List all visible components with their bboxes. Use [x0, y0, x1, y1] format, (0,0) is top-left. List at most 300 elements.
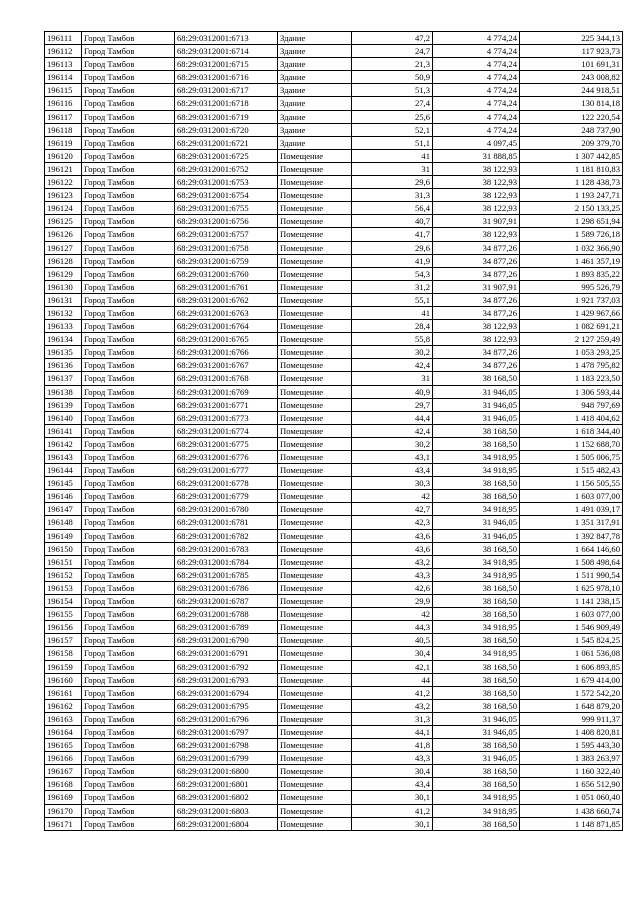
cadastral-value-cell: 1 618 344,40	[520, 424, 623, 437]
cadastral-number-cell: 68:29:0312001:6715	[175, 58, 278, 71]
area-cell: 54,3	[352, 267, 433, 280]
object-type-cell: Помещение	[278, 503, 352, 516]
specific-value-cell: 4 774,24	[433, 97, 520, 110]
area-cell: 52,1	[352, 123, 433, 136]
cadastral-number-cell: 68:29:0312001:6721	[175, 136, 278, 149]
area-cell: 41,7	[352, 228, 433, 241]
city-cell: Город Тамбов	[82, 32, 175, 45]
city-cell: Город Тамбов	[82, 202, 175, 215]
cadastral-value-cell: 1 351 317,91	[520, 516, 623, 529]
table-row	[45, 477, 623, 490]
table-row	[45, 45, 623, 58]
record-number-cell: 196134	[45, 333, 82, 346]
table-row	[45, 306, 623, 319]
city-cell: Город Тамбов	[82, 660, 175, 673]
cadastral-value-cell: 1 148 871,85	[520, 817, 623, 830]
object-type-cell: Помещение	[278, 673, 352, 686]
area-cell: 41,2	[352, 686, 433, 699]
area-cell: 42,1	[352, 660, 433, 673]
object-type-cell: Помещение	[278, 712, 352, 725]
area-cell: 41	[352, 306, 433, 319]
cadastral-number-cell: 68:29:0312001:6774	[175, 424, 278, 437]
city-cell: Город Тамбов	[82, 385, 175, 398]
table-row	[45, 437, 623, 450]
record-number-cell: 196123	[45, 189, 82, 202]
table-row	[45, 176, 623, 189]
cadastral-value-cell: 122 220,54	[520, 110, 623, 123]
object-type-cell: Здание	[278, 97, 352, 110]
record-number-cell: 196121	[45, 162, 82, 175]
cadastral-value-cell: 1 546 909,49	[520, 621, 623, 634]
city-cell: Город Тамбов	[82, 503, 175, 516]
area-cell: 44	[352, 673, 433, 686]
cadastral-value-cell: 1 181 810,83	[520, 162, 623, 175]
table-row	[45, 333, 623, 346]
city-cell: Город Тамбов	[82, 411, 175, 424]
object-type-cell: Помещение	[278, 451, 352, 464]
cadastral-value-cell: 1 505 006,75	[520, 451, 623, 464]
object-type-cell: Помещение	[278, 254, 352, 267]
object-type-cell: Помещение	[278, 306, 352, 319]
cadastral-number-cell: 68:29:0312001:6720	[175, 123, 278, 136]
city-cell: Город Тамбов	[82, 817, 175, 830]
cadastral-value-cell: 999 911,37	[520, 712, 623, 725]
specific-value-cell: 38 168,50	[433, 699, 520, 712]
object-type-cell: Помещение	[278, 725, 352, 738]
table-row	[45, 84, 623, 97]
record-number-cell: 196113	[45, 58, 82, 71]
table-row	[45, 712, 623, 725]
cadastral-value-cell: 1 515 482,43	[520, 464, 623, 477]
table-row	[45, 581, 623, 594]
city-cell: Город Тамбов	[82, 58, 175, 71]
cadastral-value-cell: 1 491 039,17	[520, 503, 623, 516]
cadastral-value-cell: 1 392 847,78	[520, 529, 623, 542]
cadastral-value-cell: 1 589 726,18	[520, 228, 623, 241]
table-row	[45, 765, 623, 778]
specific-value-cell: 34 918,95	[433, 647, 520, 660]
area-cell: 44,1	[352, 725, 433, 738]
object-type-cell: Здание	[278, 123, 352, 136]
cadastral-value-cell: 1 511 990,54	[520, 568, 623, 581]
object-type-cell: Помещение	[278, 739, 352, 752]
specific-value-cell: 31 946,05	[433, 725, 520, 738]
cadastral-number-cell: 68:29:0312001:6764	[175, 320, 278, 333]
city-cell: Город Тамбов	[82, 464, 175, 477]
table-row	[45, 97, 623, 110]
city-cell: Город Тамбов	[82, 162, 175, 175]
area-cell: 47,2	[352, 32, 433, 45]
area-cell: 43,6	[352, 529, 433, 542]
cadastral-number-cell: 68:29:0312001:6793	[175, 673, 278, 686]
specific-value-cell: 31 946,05	[433, 752, 520, 765]
record-number-cell: 196126	[45, 228, 82, 241]
cadastral-number-cell: 68:29:0312001:6760	[175, 267, 278, 280]
record-number-cell: 196117	[45, 110, 82, 123]
record-number-cell: 196139	[45, 398, 82, 411]
specific-value-cell: 34 877,26	[433, 254, 520, 267]
object-type-cell: Помещение	[278, 464, 352, 477]
table-row	[45, 71, 623, 84]
object-type-cell: Помещение	[278, 804, 352, 817]
cadastral-value-cell: 1 141 238,15	[520, 595, 623, 608]
area-cell: 31,2	[352, 280, 433, 293]
cadastral-number-cell: 68:29:0312001:6716	[175, 71, 278, 84]
cadastral-value-cell: 1 152 688,70	[520, 437, 623, 450]
city-cell: Город Тамбов	[82, 634, 175, 647]
cadastral-value-cell: 1 461 357,19	[520, 254, 623, 267]
specific-value-cell: 34 877,26	[433, 293, 520, 306]
area-cell: 43,6	[352, 542, 433, 555]
table-row	[45, 464, 623, 477]
city-cell: Город Тамбов	[82, 555, 175, 568]
object-type-cell: Помещение	[278, 595, 352, 608]
object-type-cell: Помещение	[278, 778, 352, 791]
city-cell: Город Тамбов	[82, 359, 175, 372]
table-row	[45, 385, 623, 398]
cadastral-number-cell: 68:29:0312001:6755	[175, 202, 278, 215]
record-number-cell: 196154	[45, 595, 82, 608]
table-row	[45, 529, 623, 542]
specific-value-cell: 31 946,05	[433, 712, 520, 725]
cadastral-number-cell: 68:29:0312001:6771	[175, 398, 278, 411]
city-cell: Город Тамбов	[82, 254, 175, 267]
specific-value-cell: 31 946,05	[433, 411, 520, 424]
cadastral-number-cell: 68:29:0312001:6775	[175, 437, 278, 450]
area-cell: 29,7	[352, 398, 433, 411]
record-number-cell: 196150	[45, 542, 82, 555]
city-cell: Город Тамбов	[82, 804, 175, 817]
cadastral-number-cell: 68:29:0312001:6719	[175, 110, 278, 123]
table-row	[45, 320, 623, 333]
specific-value-cell: 38 168,50	[433, 424, 520, 437]
record-number-cell: 196157	[45, 634, 82, 647]
area-cell: 41,2	[352, 804, 433, 817]
specific-value-cell: 38 168,50	[433, 673, 520, 686]
city-cell: Город Тамбов	[82, 451, 175, 464]
specific-value-cell: 34 918,95	[433, 555, 520, 568]
cadastral-number-cell: 68:29:0312001:6752	[175, 162, 278, 175]
cadastral-number-cell: 68:29:0312001:6767	[175, 359, 278, 372]
cadastral-number-cell: 68:29:0312001:6773	[175, 411, 278, 424]
area-cell: 30,1	[352, 817, 433, 830]
table-row	[45, 634, 623, 647]
area-cell: 25,6	[352, 110, 433, 123]
object-type-cell: Помещение	[278, 555, 352, 568]
area-cell: 44,4	[352, 411, 433, 424]
cadastral-value-cell: 1 429 967,66	[520, 306, 623, 319]
object-type-cell: Помещение	[278, 542, 352, 555]
city-cell: Город Тамбов	[82, 71, 175, 84]
cadastral-number-cell: 68:29:0312001:6794	[175, 686, 278, 699]
cadastral-value-cell: 1 307 442,85	[520, 149, 623, 162]
specific-value-cell: 31 888,85	[433, 149, 520, 162]
city-cell: Город Тамбов	[82, 621, 175, 634]
table-row	[45, 608, 623, 621]
table-row	[45, 123, 623, 136]
table-row	[45, 621, 623, 634]
specific-value-cell: 34 918,95	[433, 804, 520, 817]
area-cell: 27,4	[352, 97, 433, 110]
area-cell: 30,4	[352, 647, 433, 660]
cadastral-value-cell: 1 418 404,62	[520, 411, 623, 424]
cadastral-number-cell: 68:29:0312001:6762	[175, 293, 278, 306]
record-number-cell: 196141	[45, 424, 82, 437]
record-number-cell: 196162	[45, 699, 82, 712]
cadastral-value-cell: 1 082 691,21	[520, 320, 623, 333]
specific-value-cell: 31 946,05	[433, 398, 520, 411]
record-number-cell: 196142	[45, 437, 82, 450]
city-cell: Город Тамбов	[82, 791, 175, 804]
object-type-cell: Помещение	[278, 385, 352, 398]
object-type-cell: Помещение	[278, 516, 352, 529]
city-cell: Город Тамбов	[82, 189, 175, 202]
city-cell: Город Тамбов	[82, 398, 175, 411]
city-cell: Город Тамбов	[82, 241, 175, 254]
table-row	[45, 490, 623, 503]
cadastral-number-cell: 68:29:0312001:6804	[175, 817, 278, 830]
table-row	[45, 202, 623, 215]
object-type-cell: Помещение	[278, 424, 352, 437]
area-cell: 50,9	[352, 71, 433, 84]
city-cell: Город Тамбов	[82, 647, 175, 660]
cadastral-value-cell: 1 478 795,82	[520, 359, 623, 372]
record-number-cell: 196146	[45, 490, 82, 503]
record-number-cell: 196140	[45, 411, 82, 424]
specific-value-cell: 38 122,93	[433, 320, 520, 333]
city-cell: Город Тамбов	[82, 110, 175, 123]
table-row	[45, 503, 623, 516]
cadastral-value-cell: 1 603 077,00	[520, 608, 623, 621]
city-cell: Город Тамбов	[82, 176, 175, 189]
cadastral-number-cell: 68:29:0312001:6766	[175, 346, 278, 359]
cadastral-number-cell: 68:29:0312001:6800	[175, 765, 278, 778]
cadastral-number-cell: 68:29:0312001:6788	[175, 608, 278, 621]
record-number-cell: 196170	[45, 804, 82, 817]
cadastral-value-cell: 948 797,69	[520, 398, 623, 411]
record-number-cell: 196163	[45, 712, 82, 725]
cadastral-value-cell: 117 923,73	[520, 45, 623, 58]
object-type-cell: Помещение	[278, 228, 352, 241]
specific-value-cell: 4 774,24	[433, 71, 520, 84]
table-row	[45, 660, 623, 673]
object-type-cell: Помещение	[278, 791, 352, 804]
cadastral-value-cell: 243 008,82	[520, 71, 623, 84]
record-number-cell: 196130	[45, 280, 82, 293]
cadastral-value-cell: 1 656 512,90	[520, 778, 623, 791]
table-row	[45, 280, 623, 293]
table-row	[45, 817, 623, 830]
record-number-cell: 196114	[45, 71, 82, 84]
city-cell: Город Тамбов	[82, 739, 175, 752]
cadastral-value-cell: 1 183 223,50	[520, 372, 623, 385]
city-cell: Город Тамбов	[82, 608, 175, 621]
area-cell: 41	[352, 149, 433, 162]
table-row	[45, 542, 623, 555]
object-type-cell: Помещение	[278, 346, 352, 359]
specific-value-cell: 38 122,93	[433, 202, 520, 215]
cadastral-value-cell: 1 508 498,64	[520, 555, 623, 568]
cadastral-number-cell: 68:29:0312001:6792	[175, 660, 278, 673]
table-row	[45, 686, 623, 699]
area-cell: 31	[352, 162, 433, 175]
object-type-cell: Помещение	[278, 660, 352, 673]
record-number-cell: 196138	[45, 385, 82, 398]
cadastral-number-cell: 68:29:0312001:6801	[175, 778, 278, 791]
specific-value-cell: 34 877,26	[433, 241, 520, 254]
record-number-cell: 196127	[45, 241, 82, 254]
cadastral-value-cell: 1 679 414,00	[520, 673, 623, 686]
area-cell: 42,7	[352, 503, 433, 516]
area-cell: 41,9	[352, 254, 433, 267]
table-body	[45, 32, 623, 831]
table-row	[45, 411, 623, 424]
area-cell: 43,2	[352, 699, 433, 712]
record-number-cell: 196147	[45, 503, 82, 516]
cadastral-value-cell: 1 053 293,25	[520, 346, 623, 359]
cadastral-number-cell: 68:29:0312001:6761	[175, 280, 278, 293]
record-number-cell: 196169	[45, 791, 82, 804]
city-cell: Город Тамбов	[82, 136, 175, 149]
cadastral-number-cell: 68:29:0312001:6795	[175, 699, 278, 712]
object-type-cell: Помещение	[278, 372, 352, 385]
specific-value-cell: 31 907,91	[433, 215, 520, 228]
area-cell: 44,3	[352, 621, 433, 634]
record-number-cell: 196137	[45, 372, 82, 385]
record-number-cell: 196131	[45, 293, 82, 306]
cadastral-value-cell: 1 383 263,97	[520, 752, 623, 765]
area-cell: 30,1	[352, 791, 433, 804]
object-type-cell: Помещение	[278, 333, 352, 346]
table-row	[45, 725, 623, 738]
object-type-cell: Здание	[278, 32, 352, 45]
city-cell: Город Тамбов	[82, 673, 175, 686]
object-type-cell: Помещение	[278, 477, 352, 490]
city-cell: Город Тамбов	[82, 595, 175, 608]
city-cell: Город Тамбов	[82, 149, 175, 162]
city-cell: Город Тамбов	[82, 215, 175, 228]
specific-value-cell: 38 168,50	[433, 660, 520, 673]
object-type-cell: Помещение	[278, 149, 352, 162]
table-row	[45, 32, 623, 45]
record-number-cell: 196135	[45, 346, 82, 359]
cadastral-value-cell: 209 379,70	[520, 136, 623, 149]
cadastral-number-cell: 68:29:0312001:6782	[175, 529, 278, 542]
cadastral-number-cell: 68:29:0312001:6714	[175, 45, 278, 58]
object-type-cell: Помещение	[278, 320, 352, 333]
cadastral-value-cell: 1 545 824,25	[520, 634, 623, 647]
object-type-cell: Помещение	[278, 699, 352, 712]
cadastral-value-cell: 1 664 146,60	[520, 542, 623, 555]
area-cell: 56,4	[352, 202, 433, 215]
table-row	[45, 136, 623, 149]
record-number-cell: 196164	[45, 725, 82, 738]
record-number-cell: 196133	[45, 320, 82, 333]
specific-value-cell: 38 122,93	[433, 228, 520, 241]
cadastral-number-cell: 68:29:0312001:6791	[175, 647, 278, 660]
object-type-cell: Помещение	[278, 529, 352, 542]
record-number-cell: 196152	[45, 568, 82, 581]
cadastral-value-cell: 1 128 438,73	[520, 176, 623, 189]
table-row	[45, 555, 623, 568]
cadastral-value-cell: 1 306 593,44	[520, 385, 623, 398]
specific-value-cell: 4 097,45	[433, 136, 520, 149]
area-cell: 42,6	[352, 581, 433, 594]
cadastral-value-cell: 1 893 835,22	[520, 267, 623, 280]
record-number-cell: 196118	[45, 123, 82, 136]
cadastral-number-cell: 68:29:0312001:6797	[175, 725, 278, 738]
table-row	[45, 228, 623, 241]
cadastral-value-cell: 1 921 737,03	[520, 293, 623, 306]
record-number-cell: 196168	[45, 778, 82, 791]
cadastral-value-cell: 1 603 077,00	[520, 490, 623, 503]
specific-value-cell: 34 918,95	[433, 568, 520, 581]
table-row	[45, 162, 623, 175]
area-cell: 41,8	[352, 739, 433, 752]
record-number-cell: 196111	[45, 32, 82, 45]
record-number-cell: 196124	[45, 202, 82, 215]
city-cell: Город Тамбов	[82, 725, 175, 738]
area-cell: 51,3	[352, 84, 433, 97]
table-row	[45, 739, 623, 752]
area-cell: 30,2	[352, 437, 433, 450]
cadastral-value-cell: 130 814,18	[520, 97, 623, 110]
specific-value-cell: 4 774,24	[433, 58, 520, 71]
specific-value-cell: 34 877,26	[433, 306, 520, 319]
specific-value-cell: 34 918,95	[433, 464, 520, 477]
table-row	[45, 398, 623, 411]
record-number-cell: 196143	[45, 451, 82, 464]
cadastral-number-cell: 68:29:0312001:6781	[175, 516, 278, 529]
record-number-cell: 196167	[45, 765, 82, 778]
specific-value-cell: 4 774,24	[433, 32, 520, 45]
specific-value-cell: 38 168,50	[433, 581, 520, 594]
specific-value-cell: 31 946,05	[433, 516, 520, 529]
cadastral-value-cell: 1 595 443,30	[520, 739, 623, 752]
table-row	[45, 254, 623, 267]
object-type-cell: Помещение	[278, 398, 352, 411]
table-row	[45, 752, 623, 765]
specific-value-cell: 38 168,50	[433, 817, 520, 830]
table-row	[45, 58, 623, 71]
area-cell: 29,9	[352, 595, 433, 608]
object-type-cell: Помещение	[278, 162, 352, 175]
specific-value-cell: 38 122,93	[433, 162, 520, 175]
city-cell: Город Тамбов	[82, 97, 175, 110]
city-cell: Город Тамбов	[82, 293, 175, 306]
table-row	[45, 791, 623, 804]
record-number-cell: 196155	[45, 608, 82, 621]
specific-value-cell: 38 168,50	[433, 634, 520, 647]
object-type-cell: Здание	[278, 110, 352, 123]
object-type-cell: Помещение	[278, 765, 352, 778]
specific-value-cell: 34 918,95	[433, 451, 520, 464]
area-cell: 43,2	[352, 555, 433, 568]
area-cell: 42,4	[352, 424, 433, 437]
specific-value-cell: 38 122,93	[433, 189, 520, 202]
area-cell: 43,1	[352, 451, 433, 464]
city-cell: Город Тамбов	[82, 581, 175, 594]
area-cell: 43,4	[352, 464, 433, 477]
city-cell: Город Тамбов	[82, 568, 175, 581]
specific-value-cell: 34 877,26	[433, 267, 520, 280]
cadastral-number-cell: 68:29:0312001:6785	[175, 568, 278, 581]
record-number-cell: 196125	[45, 215, 82, 228]
record-number-cell: 196151	[45, 555, 82, 568]
area-cell: 55,1	[352, 293, 433, 306]
table-row	[45, 149, 623, 162]
table-row	[45, 595, 623, 608]
